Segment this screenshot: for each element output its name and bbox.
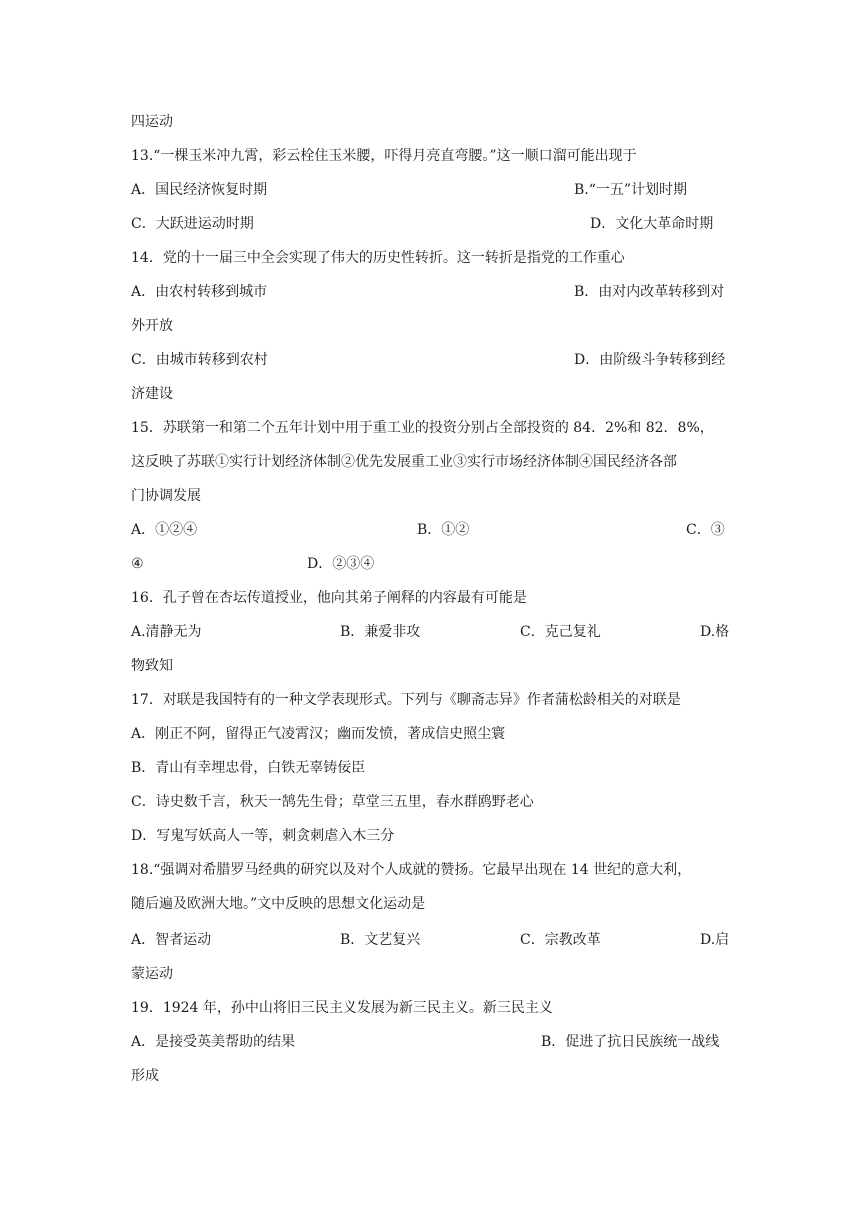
question-14-option-a: A．由农村转移到城市 xyxy=(131,284,268,300)
text-line: 蒙运动 xyxy=(131,966,173,982)
text-line: 物致知 xyxy=(131,658,173,674)
question-16-option-d: D.格 xyxy=(700,624,730,640)
question-13-option-c: C．大跃进运动时期 xyxy=(131,216,254,232)
question-15-option-c: C．③ xyxy=(686,522,725,538)
text-line: ④ xyxy=(131,556,144,572)
text-line: 门协调发展 xyxy=(131,488,201,504)
text-line: 济建设 xyxy=(131,386,173,402)
text-line: 形成 xyxy=(131,1068,159,1084)
text-line: 外开放 xyxy=(131,318,173,334)
question-13-option-d: D．文化大革命时期 xyxy=(590,216,714,232)
question-18-stem-cont: 随后遍及欧洲大地。”文中反映的思想文化运动是 xyxy=(131,896,426,912)
question-14-option-d: D．由阶级斗争转移到经 xyxy=(574,352,726,368)
question-13-option-a: A．国民经济恢复时期 xyxy=(131,182,268,198)
question-18-option-a: A．智者运动 xyxy=(131,932,212,948)
question-16-option-a: A.清静无为 xyxy=(131,624,202,640)
question-17-stem: 17．对联是我国特有的一种文学表现形式。下列与《聊斋志异》作者蒲松龄相关的对联是 xyxy=(131,692,681,708)
question-15-option-d: D．②③④ xyxy=(307,556,375,572)
question-15-option-a: A．①②④ xyxy=(131,522,198,538)
question-19-option-b: B．促进了抗日民族统一战线 xyxy=(541,1034,720,1050)
question-17-option-d: D．写鬼写妖高人一等，刺贪刺虐入木三分 xyxy=(131,828,395,844)
question-16-stem: 16．孔子曾在杏坛传道授业，他向其弟子阐释的内容最有可能是 xyxy=(131,590,527,606)
question-14-option-b: B．由对内改革转移到对 xyxy=(574,284,725,300)
question-18-option-c: C．宗教改革 xyxy=(520,932,601,948)
question-15-stem: 15．苏联第一和第二个五年计划中用于重工业的投资分别占全部投资的 84．2%和 82．8%， xyxy=(131,420,714,436)
question-14-stem: 14．党的十一届三中全会实现了伟大的历史性转折。这一转折是指党的工作重心 xyxy=(131,250,625,266)
question-17-option-b: B．青山有幸埋忠骨，白铁无辜铸佞臣 xyxy=(131,760,366,776)
question-15-option-b: B．①② xyxy=(417,522,470,538)
question-19-stem: 19．1924 年，孙中山将旧三民主义发展为新三民主义。新三民主义 xyxy=(131,1000,553,1016)
question-16-option-b: B．兼爱非攻 xyxy=(340,624,421,640)
text-line: 四运动 xyxy=(131,114,173,130)
question-19-option-a: A．是接受英美帮助的结果 xyxy=(131,1034,296,1050)
question-18-option-b: B．文艺复兴 xyxy=(340,932,421,948)
question-17-option-a: A．刚正不阿，留得正气凌霄汉；幽而发愤，著成信史照尘寰 xyxy=(131,726,506,742)
question-18-option-d: D.启 xyxy=(700,932,730,948)
question-16-option-c: C．克己复礼 xyxy=(520,624,601,640)
question-17-option-c: C．诗史数千言，秋天一鹄先生骨；草堂三五里，春水群鸥野老心 xyxy=(131,794,534,810)
question-13-stem: 13.“一棵玉米冲九霄，彩云栓住玉米腰，吓得月亮直弯腰。”这一顺口溜可能出现于 xyxy=(131,148,637,164)
question-13-option-b: B.“一五”计划时期 xyxy=(574,182,688,198)
question-15-stem-cont: 这反映了苏联①实行计划经济体制②优先发展重工业③实行市场经济体制④国民经济各部 xyxy=(131,454,677,470)
question-18-stem: 18.“强调对希腊罗马经典的研究以及对个人成就的赞扬。它最早出现在 14 世纪的意大利， xyxy=(131,862,692,878)
question-14-option-c: C．由城市转移到农村 xyxy=(131,352,268,368)
